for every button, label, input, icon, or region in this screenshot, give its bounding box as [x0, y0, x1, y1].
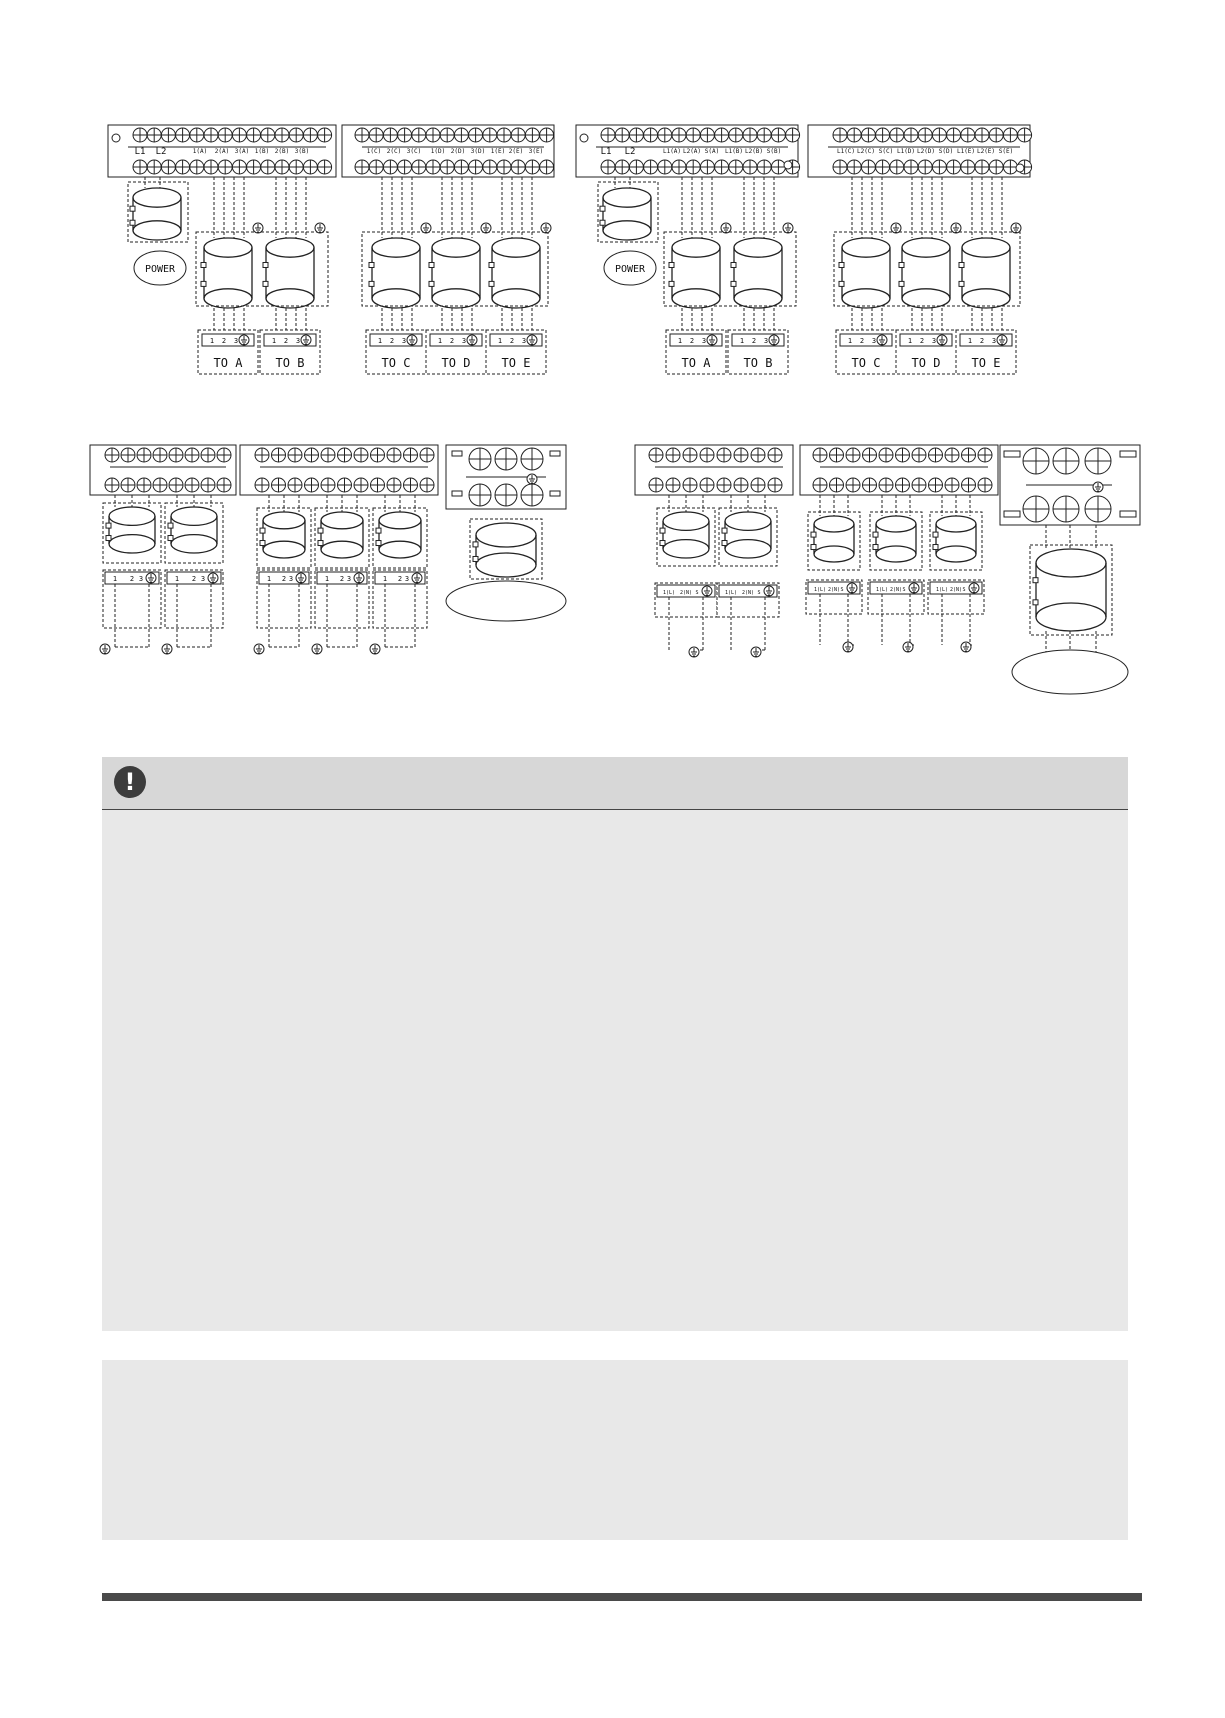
ground-icon	[315, 223, 325, 233]
ground-icon	[312, 644, 322, 654]
terminal-tab	[1004, 451, 1020, 457]
diagram-label: 2(A)	[214, 148, 230, 155]
diagram-label: 2	[221, 337, 227, 345]
clamp-tab	[376, 541, 381, 546]
clamp-tab	[1033, 600, 1038, 605]
clamp-tab	[873, 532, 878, 537]
clamp-tab	[731, 281, 736, 286]
mounting-hole	[580, 134, 588, 142]
diagram-label: 2(N)	[741, 590, 755, 596]
diagram-label: 1(E)	[490, 148, 506, 155]
destination-label: TO E	[971, 356, 1001, 370]
ground-icon	[296, 573, 306, 583]
power-label-ellipse	[1012, 650, 1128, 694]
ground-icon	[100, 644, 110, 654]
diagram-label: 2(N)	[679, 590, 693, 596]
destination-label: TO C	[851, 356, 881, 370]
destination-label: TO C	[381, 356, 411, 370]
ground-icon	[254, 644, 264, 654]
diagram-label: 3	[401, 337, 407, 345]
diagram-label: L2	[155, 147, 167, 157]
ground-icon	[481, 223, 491, 233]
mounting-hole	[112, 134, 120, 142]
clamp-tab	[168, 536, 173, 541]
clamp-tab	[489, 281, 494, 286]
diagram-label: 3	[138, 575, 144, 583]
diagram-label: 1	[209, 337, 215, 345]
clamp-tab	[369, 263, 374, 268]
ground-icon	[354, 573, 364, 583]
diagram-label: 3(C)	[406, 148, 422, 155]
diagram-label: S	[840, 587, 844, 593]
destination-label: TO A	[681, 356, 711, 370]
clamp-tab	[899, 263, 904, 268]
clamp-tab	[201, 281, 206, 286]
clamp-tab	[933, 532, 938, 537]
ground-icon	[707, 335, 717, 345]
ground-icon	[1011, 223, 1021, 233]
destination-label: TO E	[501, 356, 531, 370]
diagram-label: 2	[339, 575, 345, 583]
diagram-label: 1	[266, 575, 272, 583]
clamp-tab	[959, 281, 964, 286]
destination-label: TO A	[213, 356, 243, 370]
diagram-label: L1(C)	[836, 148, 856, 155]
ground-icon	[909, 583, 919, 593]
ground-icon	[370, 644, 380, 654]
ground-icon	[1093, 482, 1103, 492]
diagram-label: S	[902, 587, 906, 593]
diagram-label: 1(L)	[813, 587, 827, 593]
clamp-tab	[811, 545, 816, 550]
diagram-label: 1(D)	[430, 148, 446, 155]
clamp-tab	[318, 528, 323, 533]
diagram-label: 3	[763, 337, 769, 345]
diagram-label: L2(E)	[976, 148, 996, 155]
clamp-tab	[473, 556, 478, 561]
ground-icon	[527, 335, 537, 345]
diagram-label: 2(B)	[274, 148, 290, 155]
diagram-label: 2	[129, 575, 135, 583]
diagram-label: 2	[449, 337, 455, 345]
power-label: POWER	[144, 264, 176, 275]
ground-icon	[541, 223, 551, 233]
clamp-tab	[168, 523, 173, 528]
power-cable-outline	[1030, 545, 1112, 635]
ground-icon	[764, 586, 774, 596]
ground-icon	[412, 573, 422, 583]
ground-icon	[467, 335, 477, 345]
diagram-label: 3(D)	[470, 148, 486, 155]
diagram-label: 1	[739, 337, 745, 345]
diagram-label: L2(C)	[856, 148, 876, 155]
clamp-tab	[959, 263, 964, 268]
clamp-tab	[722, 541, 727, 546]
ground-icon	[253, 223, 263, 233]
diagram-label: 1	[377, 337, 383, 345]
clamp-tab	[376, 528, 381, 533]
ground-icon	[721, 223, 731, 233]
diagram-label: 1(C)	[366, 148, 382, 155]
ground-icon	[843, 642, 853, 652]
diagram-label: L2	[624, 147, 636, 157]
diagram-label: 2	[751, 337, 757, 345]
ground-icon	[702, 586, 712, 596]
diagram-label: 3	[295, 337, 301, 345]
clamp-tab	[660, 541, 665, 546]
ground-icon	[997, 335, 1007, 345]
diagram-label: 3	[288, 575, 294, 583]
diagram-label: 2	[397, 575, 403, 583]
diagram-label: L2(A)	[682, 148, 702, 155]
diagram-label: S(C)	[878, 148, 894, 155]
clamp-tab	[933, 545, 938, 550]
clamp-tab	[369, 281, 374, 286]
clamp-tab	[318, 541, 323, 546]
diagram-label: S(D)	[938, 148, 954, 155]
ground-icon	[146, 573, 156, 583]
clamp-tab	[1033, 578, 1038, 583]
diagram-label: 1	[324, 575, 330, 583]
ground-icon	[301, 335, 311, 345]
clamp-tab	[429, 263, 434, 268]
clamp-tab	[263, 281, 268, 286]
clamp-tab	[731, 263, 736, 268]
diagram-label: 1(L)	[935, 587, 949, 593]
diagram-label: 2	[689, 337, 695, 345]
diagram-label: L1(E)	[956, 148, 976, 155]
diagram-label: 1	[112, 575, 118, 583]
destination-label: TO B	[275, 356, 305, 370]
clamp-tab	[263, 263, 268, 268]
caution-panel	[102, 757, 1128, 1331]
diagram-label: 3	[701, 337, 707, 345]
diagram-label: 1	[967, 337, 973, 345]
power-cable-outline	[128, 182, 188, 242]
diagram-label: 3(A)	[234, 148, 250, 155]
ground-icon	[162, 644, 172, 654]
diagram-label: 3	[521, 337, 527, 345]
diagram-label: S(A)	[704, 148, 720, 155]
mounting-hole	[784, 161, 792, 169]
clamp-tab	[473, 542, 478, 547]
ground-icon	[769, 335, 779, 345]
footer-rule	[102, 1593, 1142, 1601]
ground-icon	[239, 335, 249, 345]
diagram-label: 1	[174, 575, 180, 583]
clamp-tab	[873, 545, 878, 550]
ground-icon	[783, 223, 793, 233]
diagram-label: 1	[271, 337, 277, 345]
diagram-label: 2	[281, 575, 287, 583]
diagram-label: 3	[871, 337, 877, 345]
diagram-label: L1	[600, 147, 612, 157]
clamp-tab	[839, 263, 844, 268]
ground-icon	[891, 223, 901, 233]
clamp-tab	[669, 281, 674, 286]
clamp-tab	[899, 281, 904, 286]
diagram-label: 2(C)	[386, 148, 402, 155]
diagram-label: 2	[191, 575, 197, 583]
diagram-label: 3	[404, 575, 410, 583]
caution-header	[102, 757, 1128, 810]
diagram-label: 1(A)	[192, 148, 208, 155]
clamp-tab	[260, 541, 265, 546]
destination-label: TO B	[743, 356, 773, 370]
diagram-label: S	[695, 590, 699, 596]
diagram-label: L1(B)	[724, 148, 744, 155]
clamp-tab	[669, 263, 674, 268]
clamp-tab	[130, 206, 135, 211]
diagram-label: L1(D)	[896, 148, 916, 155]
ground-icon	[847, 583, 857, 593]
diagram-label: 3	[461, 337, 467, 345]
diagram-label: S	[962, 587, 966, 593]
destination-label: TO D	[911, 356, 941, 370]
cable-group-outline	[664, 232, 796, 306]
ground-icon	[689, 647, 699, 657]
ground-icon	[527, 474, 537, 484]
diagram-label: L1	[134, 147, 146, 157]
diagram-label: L2(D)	[916, 148, 936, 155]
diagram-label: 1	[497, 337, 503, 345]
terminal-tab	[550, 491, 560, 496]
clamp-tab	[106, 536, 111, 541]
destination-label: TO D	[441, 356, 471, 370]
diagram-label: 1	[847, 337, 853, 345]
diagram-label: 2	[979, 337, 985, 345]
clamp-tab	[660, 528, 665, 533]
power-label: POWER	[614, 264, 646, 275]
cable-group-outline	[834, 232, 1020, 306]
diagram-label: S(B)	[766, 148, 782, 155]
clamp-tab	[201, 263, 206, 268]
diagram-label: 1(L)	[724, 590, 738, 596]
ground-icon	[407, 335, 417, 345]
diagram-label: 2	[919, 337, 925, 345]
diagram-label: 3	[200, 575, 206, 583]
ground-icon	[951, 223, 961, 233]
mounting-hole	[1016, 164, 1024, 172]
diagram-label: S	[757, 590, 761, 596]
diagram-label: 1(B)	[254, 148, 270, 155]
power-label-ellipse	[446, 581, 566, 621]
clamp-tab	[429, 281, 434, 286]
diagram-label: 3(B)	[294, 148, 310, 155]
ground-icon	[961, 642, 971, 652]
ground-icon	[208, 573, 218, 583]
diagram-label: L2(B)	[744, 148, 764, 155]
diagram-label: 2(D)	[450, 148, 466, 155]
diagram-label: 3	[233, 337, 239, 345]
terminal-tab	[452, 451, 462, 456]
power-cable-outline	[598, 182, 658, 242]
clamp-tab	[839, 281, 844, 286]
terminal-tab	[1120, 451, 1136, 457]
diagram-label: 1(L)	[875, 587, 889, 593]
clamp-tab	[489, 263, 494, 268]
cable-group-outline	[362, 232, 548, 306]
cable-group-outline	[196, 232, 328, 306]
clamp-tab	[106, 523, 111, 528]
clamp-tab	[600, 206, 605, 211]
diagram-label: 2	[509, 337, 515, 345]
diagram-label: 1	[907, 337, 913, 345]
terminal-tab	[452, 491, 462, 496]
diagram-label: 2	[859, 337, 865, 345]
diagram-label: S(E)	[998, 148, 1014, 155]
diagram-label: 3	[346, 575, 352, 583]
diagram-label: 2(N)	[949, 587, 963, 593]
diagram-label: 2	[389, 337, 395, 345]
diagram-label: 2	[283, 337, 289, 345]
clamp-tab	[811, 532, 816, 537]
diagram-label: 1	[677, 337, 683, 345]
diagram-label: 2(N)	[827, 587, 841, 593]
diagram-label: L1(A)	[662, 148, 682, 155]
ground-icon	[421, 223, 431, 233]
ground-icon	[877, 335, 887, 345]
ground-icon	[969, 583, 979, 593]
exclamation-icon: !	[114, 766, 146, 798]
ground-icon	[903, 642, 913, 652]
wiring-diagrams	[0, 0, 1225, 740]
diagram-label: 1	[382, 575, 388, 583]
diagram-label: 3	[991, 337, 997, 345]
diagram-label: 2(E)	[508, 148, 524, 155]
diagram-label: 1(L)	[662, 590, 676, 596]
ground-icon	[751, 647, 761, 657]
diagram-label: 1	[437, 337, 443, 345]
note-panel	[102, 1360, 1128, 1540]
clamp-tab	[722, 528, 727, 533]
ground-icon	[937, 335, 947, 345]
terminal-tab	[1120, 511, 1136, 517]
clamp-tab	[130, 220, 135, 225]
terminal-tab	[550, 451, 560, 456]
terminal-tab	[1004, 511, 1020, 517]
diagram-label: 3(E)	[528, 148, 544, 155]
clamp-tab	[260, 528, 265, 533]
diagram-label: 3	[931, 337, 937, 345]
diagram-label: 2(N)	[889, 587, 903, 593]
clamp-tab	[600, 220, 605, 225]
